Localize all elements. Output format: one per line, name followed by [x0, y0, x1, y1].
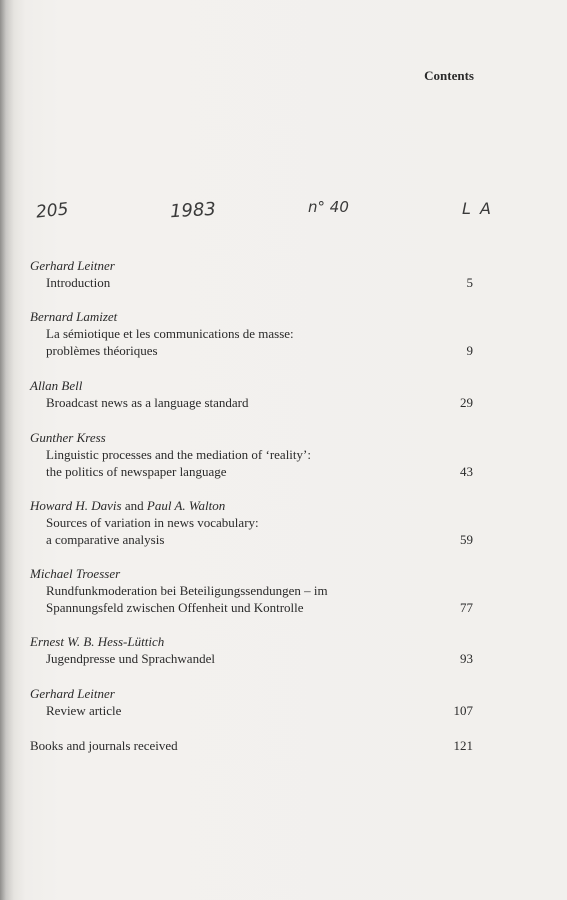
- toc-author: Gerhard Leitner: [30, 258, 115, 273]
- toc-entry: [30, 429, 476, 480]
- handwritten-note-issue: n° 40: [308, 198, 349, 216]
- toc-page-number: 107: [453, 703, 473, 718]
- toc-entry: [30, 633, 476, 667]
- toc-entry: [30, 565, 476, 616]
- toc-author: Michael Troesser: [30, 566, 121, 581]
- toc-title: the politics of newspaper language: [46, 464, 227, 479]
- toc-author-joiner: and: [124, 498, 144, 513]
- toc-title: Review article: [46, 703, 122, 718]
- toc-author: Gerhard Leitner: [30, 686, 115, 701]
- toc-author: Bernard Lamizet: [30, 309, 118, 324]
- toc-title: Jugendpresse und Sprachwandel: [46, 651, 215, 666]
- handwritten-note-initials: L A: [462, 199, 493, 218]
- toc-author-name: Paul A. Walton: [146, 498, 226, 513]
- toc-title: Spannungsfeld zwischen Offenheit und Kontrolle: [46, 600, 304, 615]
- toc-author-name: Howard H. Davis: [30, 498, 122, 513]
- toc-page-number: 5: [466, 275, 473, 290]
- toc-title: a comparative analysis: [46, 532, 165, 547]
- toc-entry: [30, 257, 476, 291]
- toc-page-number: 121: [453, 738, 473, 753]
- toc-entry: [30, 308, 476, 359]
- toc-author: [30, 497, 476, 514]
- toc-entry: [30, 377, 476, 411]
- handwritten-note-1: 205: [35, 199, 70, 223]
- toc-title: problèmes théoriques: [46, 343, 158, 358]
- handwritten-note-year: 1983: [169, 198, 217, 223]
- toc-author: Allan Bell: [30, 378, 83, 393]
- toc-entry: [30, 737, 476, 754]
- toc-page-number: 43: [460, 464, 473, 479]
- toc-title: Books and journals received: [30, 738, 178, 753]
- toc-title: La sémiotique et les communications de masse:: [46, 326, 294, 341]
- toc-entry: [30, 685, 476, 719]
- toc-title: Introduction: [46, 275, 111, 290]
- toc-entry: [30, 497, 476, 548]
- toc-page-number: 59: [460, 532, 473, 547]
- toc-author: Gunther Kress: [30, 430, 106, 445]
- toc-page-number: 77: [460, 600, 473, 615]
- toc-page-number: 93: [460, 651, 473, 666]
- toc-page-number: 29: [460, 395, 473, 410]
- toc-title: Rundfunkmoderation bei Beteiligungssendungen – im: [46, 583, 328, 598]
- toc-title: Linguistic processes and the mediation of ‘reality’:: [46, 447, 311, 462]
- toc-author: Ernest W. B. Hess-Lüttich: [30, 634, 165, 649]
- toc-title: Sources of variation in news vocabulary:: [46, 515, 259, 530]
- running-head: Contents: [424, 68, 474, 83]
- toc-title: Broadcast news as a language standard: [46, 395, 249, 410]
- toc-page-number: 9: [466, 343, 473, 358]
